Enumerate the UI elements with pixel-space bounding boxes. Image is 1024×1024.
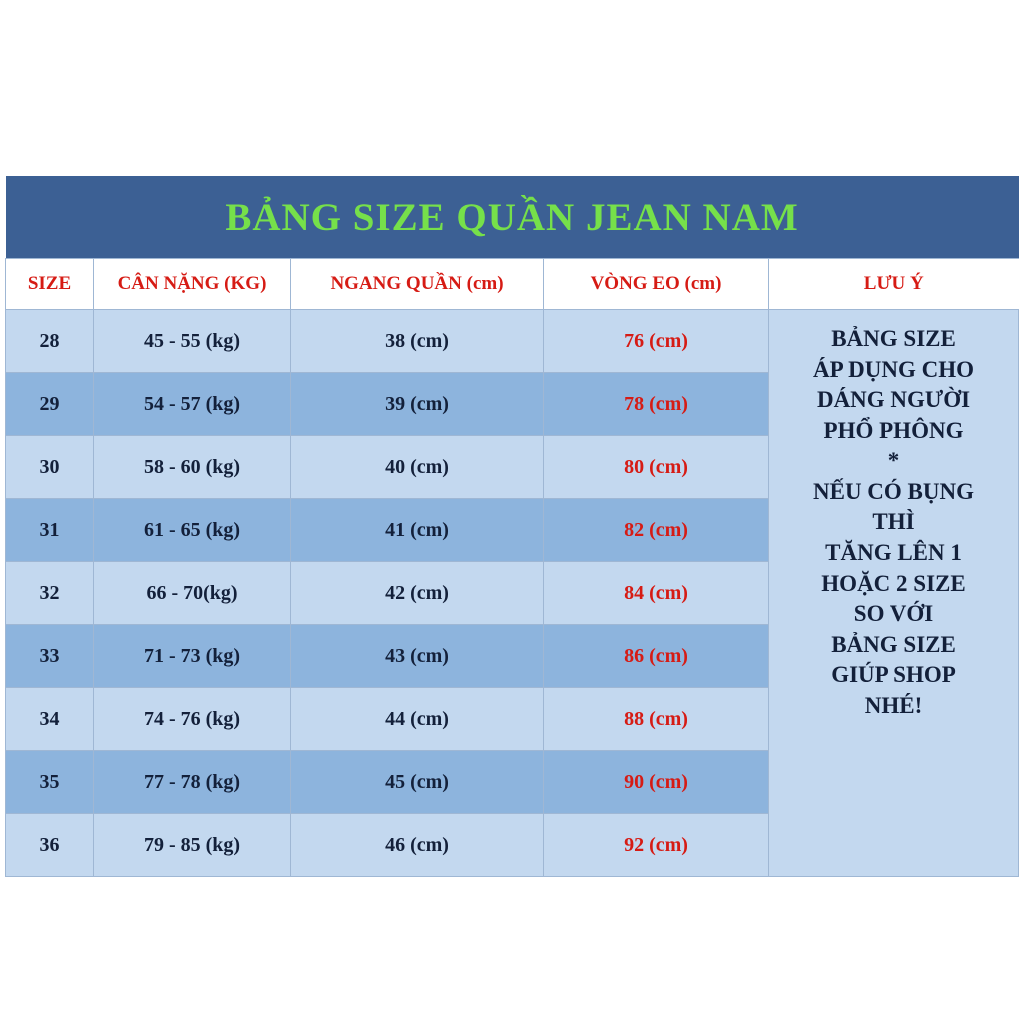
table-row (6, 310, 1019, 373)
cell-weight: 77 - 78 (kg) (94, 751, 291, 814)
cell-size: 33 (6, 625, 94, 688)
cell-size: 32 (6, 562, 94, 625)
cell-pant-width: 45 (cm) (291, 751, 544, 814)
cell-size: 30 (6, 436, 94, 499)
cell-pant-width: 43 (cm) (291, 625, 544, 688)
cell-size: 35 (6, 751, 94, 814)
column-header-note: LƯU Ý (769, 259, 1019, 310)
cell-pant-width: 46 (cm) (291, 814, 544, 877)
chart-title-cell (6, 176, 1019, 259)
cell-waist: 80 (cm) (544, 436, 769, 499)
cell-waist: 78 (cm) (544, 373, 769, 436)
cell-size: 36 (6, 814, 94, 877)
cell-pant-width: 39 (cm) (291, 373, 544, 436)
column-header-waist: VÒNG EO (cm) (544, 259, 769, 310)
cell-weight: 66 - 70(kg) (94, 562, 291, 625)
cell-size: 28 (6, 310, 94, 373)
column-header-weight: CÂN NẶNG (KG) (94, 259, 291, 310)
chart-title-row (6, 176, 1019, 259)
table-header-row (6, 259, 1019, 310)
column-header-size: SIZE (6, 259, 94, 310)
cell-weight: 45 - 55 (kg) (94, 310, 291, 373)
cell-size: 29 (6, 373, 94, 436)
cell-size: 34 (6, 688, 94, 751)
cell-waist: 92 (cm) (544, 814, 769, 877)
cell-waist: 84 (cm) (544, 562, 769, 625)
size-chart-table (5, 176, 1019, 877)
cell-weight: 61 - 65 (kg) (94, 499, 291, 562)
note-text: BẢNG SIZE ÁP DỤNG CHO DÁNG NGƯỜI PHỔ PHÔNG * NẾU CÓ BỤNG THÌ TĂNG LÊN 1 HOẶC 2 SIZE SO VỚI BẢNG SIZE GIÚP SHOP NHÉ! (813, 326, 975, 718)
column-header-pant-width: NGANG QUẦN (cm) (291, 259, 544, 310)
cell-waist: 90 (cm) (544, 751, 769, 814)
cell-waist: 82 (cm) (544, 499, 769, 562)
cell-pant-width: 40 (cm) (291, 436, 544, 499)
cell-weight: 71 - 73 (kg) (94, 625, 291, 688)
cell-waist: 86 (cm) (544, 625, 769, 688)
cell-waist: 88 (cm) (544, 688, 769, 751)
cell-weight: 79 - 85 (kg) (94, 814, 291, 877)
cell-size: 31 (6, 499, 94, 562)
page-title: BẢNG SIZE QUẦN JEAN NAM (225, 195, 799, 239)
cell-weight: 74 - 76 (kg) (94, 688, 291, 751)
cell-weight: 54 - 57 (kg) (94, 373, 291, 436)
cell-pant-width: 38 (cm) (291, 310, 544, 373)
cell-weight: 58 - 60 (kg) (94, 436, 291, 499)
cell-pant-width: 42 (cm) (291, 562, 544, 625)
note-cell (769, 310, 1019, 877)
cell-waist: 76 (cm) (544, 310, 769, 373)
cell-pant-width: 41 (cm) (291, 499, 544, 562)
cell-pant-width: 44 (cm) (291, 688, 544, 751)
